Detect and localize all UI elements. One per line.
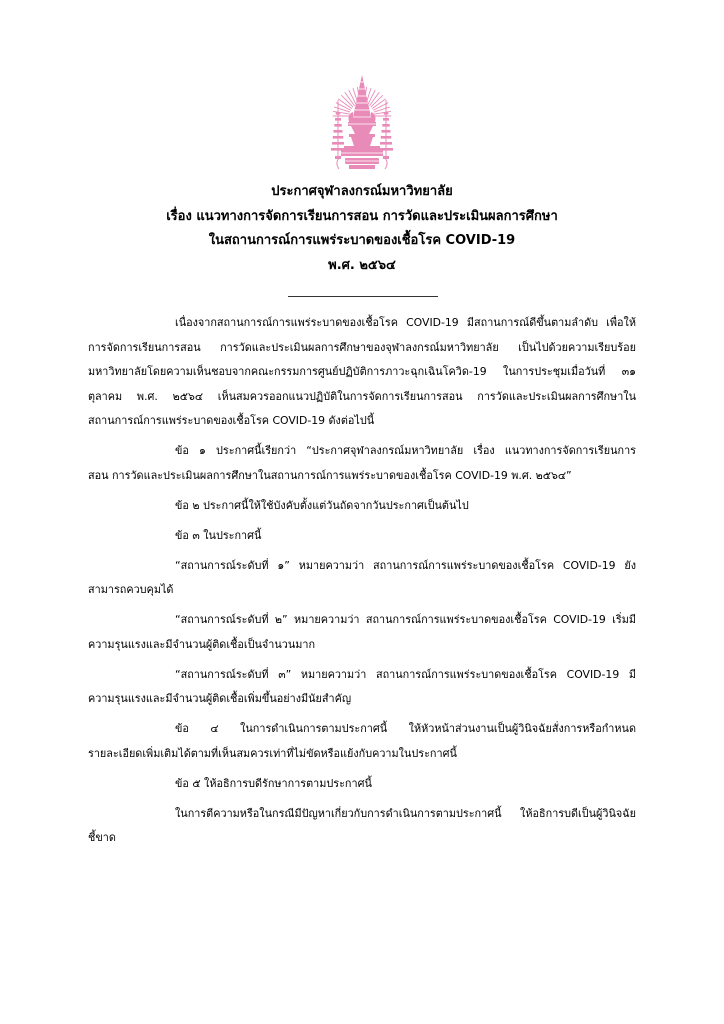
paragraph-line: ในการตีความหรือในกรณีมีปัญหาเกี่ยวกับการดำเนินการตามประกาศนี้ ให้อธิการบดีเป็นผู้วินิจฉัย	[175, 806, 636, 820]
paragraph-line: เนื่องจากสถานการณ์การแพร่ระบาดของเชื้อโรค COVID-19 มีสถานการณ์ดีขึ้นตามลำดับ เพื่อให้	[175, 316, 636, 329]
paragraph-line: ข้อ ๕ ให้อธิการบดีรักษาการตามประกาศนี้	[175, 776, 372, 790]
paragraph-line: ตุลาคม พ.ศ. ๒๕๖๔ เห็นสมควรออกแนวปฏิบัติในการจัดการเรียนการสอน การวัดและประเมินผลการศึกษาใน	[88, 389, 636, 403]
university-emblem-icon	[329, 72, 395, 172]
paragraph-line: ข้อ ๑ ประกาศนี้เรียกว่า “ประกาศจุฬาลงกรณ์มหาวิทยาลัย เรื่อง แนวทางการจัดการเรียนการ	[175, 444, 636, 457]
paragraph-line: ความรุนแรงและมีจำนวนผู้ติดเชื้อเพิ่มขึ้นอย่างมีนัยสำคัญ	[88, 692, 352, 705]
paragraph-line: “สถานการณ์ระดับที่ ๑” หมายความว่า สถานการณ์การแพร่ระบาดของเชื้อโรค COVID-19 ยัง	[175, 558, 636, 572]
title-divider	[288, 296, 438, 297]
clause-5	[88, 772, 636, 797]
clause-4	[88, 717, 636, 766]
announcement-header	[82, 180, 642, 279]
paragraph-line: สามารถควบคุมได้	[88, 583, 174, 596]
paragraph-line: มหาวิทยาลัยโดยความเห็นชอบจากคณะกรรมการศูนย์ปฏิบัติการภาวะฉุกเฉินโควิด-19 ในการประชุมเมื่อวันที่ ๓๑	[88, 365, 636, 378]
intro-paragraph	[88, 311, 636, 434]
paragraph-line: สอน การวัดและประเมินผลการศึกษาในสถานการณ์การแพร่ระบาดของเชื้อโรค COVID-19 พ.ศ. ๒๕๖๔”	[88, 468, 572, 482]
clause-2	[88, 494, 636, 519]
paragraph-line: ข้อ ๓ ในประกาศนี้	[175, 528, 262, 542]
announcement-subject: เรื่อง แนวทางการจัดการเรียนการสอน การวัดและประเมินผลการศึกษา	[166, 208, 558, 224]
definition-level-1	[88, 554, 636, 603]
paragraph-line: ข้อ ๒ ประกาศนี้ให้ใช้บังคับตั้งแต่วันถัดจากวันประกาศเป็นต้นไป	[175, 498, 469, 512]
announcement-title: ประกาศจุฬาลงกรณ์มหาวิทยาลัย	[271, 184, 453, 199]
paragraph-line: การจัดการเรียนการสอน การวัดและประเมินผลการศึกษาของจุฬาลงกรณ์มหาวิทยาลัย เป็นไปด้วยความเรียบร้อย	[88, 340, 636, 354]
emblem-pedestal	[337, 122, 387, 169]
definition-level-2	[88, 608, 636, 657]
paragraph-line: สถานการณ์การแพร่ระบาดของเชื้อโรค COVID-19 ดังต่อไปนี้	[88, 414, 375, 427]
paragraph-line: ความรุนแรงและมีจำนวนผู้ติดเชื้อเป็นจำนวนมาก	[88, 637, 316, 651]
paragraph-line: “สถานการณ์ระดับที่ ๓” หมายความว่า สถานการณ์การแพร่ระบาดของเชื้อโรค COVID-19 มี	[175, 667, 636, 681]
announcement-body	[88, 311, 636, 851]
clause-3	[88, 524, 636, 549]
interpretation-paragraph	[88, 802, 636, 851]
paragraph-line: ชี้ขาด	[88, 831, 116, 844]
definition-level-3	[88, 663, 636, 712]
announcement-year: พ.ศ. ๒๕๖๔	[328, 258, 396, 274]
emblem-crown	[349, 75, 376, 122]
paragraph-line: “สถานการณ์ระดับที่ ๒” หมายความว่า สถานการณ์การแพร่ระบาดของเชื้อโรค COVID-19 เริ่มมี	[175, 613, 636, 626]
announcement-subject-continued: ในสถานการณ์การแพร่ระบาดของเชื้อโรค COVID-19	[208, 233, 516, 249]
paragraph-line: รายละเอียดเพิ่มเติมได้ตามที่เห็นสมควรเท่าที่ไม่ขัดหรือแย้งกับความในประกาศนี้	[88, 746, 457, 760]
clause-1	[88, 439, 636, 488]
paragraph-line: ข้อ ๔ ในการดำเนินการตามประกาศนี้ ให้หัวหน้าส่วนงานเป็นผู้วินิจฉัยสั่งการหรือกำหนด	[175, 722, 636, 735]
